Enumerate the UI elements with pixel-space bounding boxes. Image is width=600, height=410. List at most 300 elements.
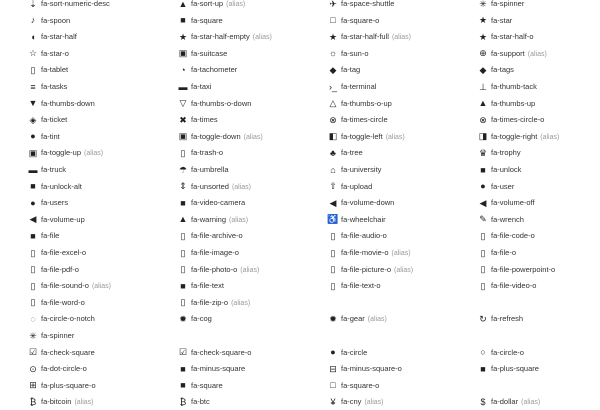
icon-class-name: fa-plus-square xyxy=(491,364,539,374)
unlock-alt-icon: ■ xyxy=(30,181,36,192)
icon-entry-thumbs-down[interactable] xyxy=(0,96,150,112)
icon-name-label xyxy=(491,0,524,12)
upload-icon: ⇧ xyxy=(329,181,337,192)
thumbs-up-icon: ▲ xyxy=(478,98,488,109)
video-camera-icon: ■ xyxy=(180,197,186,208)
alias-tag: (alias) xyxy=(231,183,252,191)
icon-entry-minus-square[interactable] xyxy=(150,361,300,377)
icon-entry-toggle-down[interactable] xyxy=(150,129,300,145)
check-square-icon: ☑ xyxy=(28,347,38,358)
icon-name-label xyxy=(491,46,547,62)
volume-up-icon: ◀ xyxy=(29,214,37,225)
file-picture-o-icon: ▯ xyxy=(330,264,336,275)
icon-name-label xyxy=(191,278,224,294)
icon-entry-truck[interactable] xyxy=(0,162,150,178)
thumbs-down-icon: ▼ xyxy=(28,98,38,109)
icon-entry-file-movie-o[interactable] xyxy=(300,245,450,261)
tint-icon: ● xyxy=(30,131,36,142)
icon-name-label xyxy=(191,129,263,145)
icon-class-name: fa-plus-square-o xyxy=(41,380,96,390)
icon-name-label xyxy=(191,212,248,228)
icon-name-label xyxy=(341,394,384,410)
icon-class-name: fa-square-o xyxy=(341,15,380,25)
icon-class-name: fa-tag xyxy=(341,65,361,75)
icon-name-label xyxy=(341,245,411,261)
circle-icon: ● xyxy=(330,347,336,358)
icon-name-label xyxy=(491,361,539,377)
icon-class-name: fa-circle-o-notch xyxy=(41,314,95,324)
icon-class-name: fa-video-camera xyxy=(191,198,246,208)
icon-entry-circle-o[interactable] xyxy=(450,345,600,361)
icon-entry-suitcase[interactable] xyxy=(150,46,300,62)
icon-class-name: fa-volume-off xyxy=(491,198,535,208)
icon-class-name: fa-check-square xyxy=(41,347,95,357)
file-image-o-icon: ▯ xyxy=(180,247,186,258)
icon-entry-wrench[interactable] xyxy=(450,212,600,228)
icon-entry-umbrella[interactable] xyxy=(150,162,300,178)
icon-name-label xyxy=(491,96,535,112)
icon-class-name: fa-file xyxy=(41,231,60,241)
icon-class-name: fa-file-word-o xyxy=(41,297,85,307)
icon-entry-refresh[interactable] xyxy=(450,311,600,327)
icon-entry-volume-off[interactable] xyxy=(450,195,600,211)
icon-entry-trash-o[interactable] xyxy=(150,145,300,161)
icon-class-name: fa-times-circle-o xyxy=(491,115,545,125)
icon-entry-file-powerpoint-o[interactable] xyxy=(450,262,600,278)
icon-entry-sort-up[interactable] xyxy=(150,0,300,12)
icon-entry-times[interactable] xyxy=(150,112,300,128)
minus-square-o-icon: ⊟ xyxy=(329,363,337,374)
icon-entry-plus-square[interactable] xyxy=(450,361,600,377)
icon-entry-volume-down[interactable] xyxy=(300,195,450,211)
icon-class-name: fa-tags xyxy=(491,65,514,75)
icon-name-label xyxy=(341,179,372,195)
icon-entry-circle[interactable] xyxy=(300,345,450,361)
unlock-icon: ■ xyxy=(480,164,486,175)
icon-entry-file-image-o[interactable] xyxy=(150,245,300,261)
icon-entry-spinner[interactable] xyxy=(450,0,600,12)
alias-tag: (alias) xyxy=(394,266,414,274)
alias-tag: (alias) xyxy=(229,216,249,224)
icon-entry-star-o[interactable] xyxy=(0,46,150,62)
icon-name-label xyxy=(491,179,514,195)
icon-entry-space-shuttle[interactable] xyxy=(300,0,450,12)
icon-class-name: fa-file-o xyxy=(491,248,517,257)
icon-entry-file-word-o[interactable] xyxy=(0,295,150,311)
icon-name-label xyxy=(491,112,544,128)
file-photo-o-icon: ▯ xyxy=(180,264,186,275)
file-excel-o-icon: ▯ xyxy=(30,247,36,258)
icon-class-name: fa-file-audio-o xyxy=(341,231,387,241)
btc-icon: ₿ xyxy=(179,396,187,407)
icon-name-label xyxy=(41,96,95,112)
icon-name-label xyxy=(341,195,394,211)
alias-tag: (alias) xyxy=(540,133,560,141)
icon-entry-toggle-right[interactable] xyxy=(450,129,600,145)
icon-class-name: fa-spoon xyxy=(41,15,71,25)
icon-entry-square-o[interactable] xyxy=(300,13,450,29)
users-icon: ● xyxy=(30,197,36,208)
icon-class-name: fa-file-zip-o xyxy=(191,297,229,307)
sort-up-icon: ▲ xyxy=(178,0,188,9)
icon-entry-ticket[interactable] xyxy=(0,112,150,128)
icon-entry-taxi[interactable] xyxy=(150,79,300,95)
icon-name-label xyxy=(41,228,59,244)
icon-name-label xyxy=(491,262,555,278)
icon-class-name: fa-sun-o xyxy=(341,48,369,58)
icon-class-name: fa-thumbs-up xyxy=(491,98,536,108)
icon-class-name: fa-thumbs-o-down xyxy=(191,98,252,108)
toggle-down-icon: ▣ xyxy=(178,131,188,142)
icon-entry-bitcoin[interactable] xyxy=(0,394,150,410)
icon-name-label xyxy=(191,46,227,62)
suitcase-icon: ▣ xyxy=(178,48,188,59)
spoon-icon: ♪ xyxy=(30,15,36,26)
icon-entry-tasks[interactable] xyxy=(0,79,150,95)
icon-name-label xyxy=(341,345,367,361)
icon-entry-tag[interactable] xyxy=(300,62,450,78)
icon-name-label xyxy=(491,145,521,161)
warning-icon: ▲ xyxy=(178,214,188,225)
icon-name-label xyxy=(41,295,85,311)
icon-entry-unsorted[interactable] xyxy=(150,179,300,195)
sort-numeric-desc-icon: ⇣ xyxy=(29,0,37,9)
icon-entry-square[interactable] xyxy=(150,378,300,394)
icon-name-label xyxy=(341,162,381,178)
circle-o-icon: ○ xyxy=(480,347,486,358)
file-movie-o-icon: ▯ xyxy=(330,247,336,258)
wheelchair-icon: ♿ xyxy=(327,214,339,225)
icon-name-label xyxy=(41,179,82,195)
icon-name-label xyxy=(491,228,535,244)
icon-name-label xyxy=(491,345,524,361)
icon-class-name: fa-circle-o xyxy=(491,347,524,357)
icon-entry-upload[interactable] xyxy=(300,179,450,195)
toggle-right-icon: ◨ xyxy=(478,131,488,142)
icon-entry-users[interactable] xyxy=(0,195,150,211)
icon-name-label xyxy=(191,378,223,394)
icon-class-name: fa-square xyxy=(191,380,223,390)
cny-icon: ¥ xyxy=(330,396,336,407)
icon-name-label xyxy=(341,311,387,327)
icon-name-label xyxy=(41,394,94,410)
icon-name-label xyxy=(491,62,514,78)
icon-class-name: fa-bitcoin xyxy=(41,397,72,407)
icon-entry-star[interactable] xyxy=(450,13,600,29)
icon-name-label xyxy=(41,129,60,145)
icon-entry-tree[interactable] xyxy=(300,145,450,161)
square-icon: ■ xyxy=(180,15,186,26)
refresh-icon: ↻ xyxy=(479,313,487,324)
icon-entry-cog[interactable] xyxy=(150,311,300,327)
icon-class-name: fa-minus-square xyxy=(191,364,246,374)
icon-class-name: fa-dollar xyxy=(491,397,519,407)
icon-name-label xyxy=(491,13,512,29)
star-half-empty-icon: ★ xyxy=(178,31,188,42)
icon-class-name: fa-file-text xyxy=(191,281,224,291)
icon-class-name: fa-thumb-tack xyxy=(491,82,537,91)
icon-class-name: fa-tree xyxy=(341,148,363,158)
icon-entry-file-video-o[interactable] xyxy=(450,278,600,294)
icon-name-label xyxy=(491,129,559,145)
icon-name-label xyxy=(341,46,369,62)
icon-entry-thumb-tack[interactable] xyxy=(450,79,600,95)
file-text-icon: ■ xyxy=(180,280,186,291)
alias-tag: (alias) xyxy=(74,399,94,407)
icon-name-label xyxy=(341,212,386,228)
icon-entry-thumbs-up[interactable] xyxy=(450,96,600,112)
icon-entry-file-pdf-o[interactable] xyxy=(0,262,150,278)
icon-entry-unlock[interactable] xyxy=(450,162,600,178)
icon-class-name: fa-cny xyxy=(341,397,362,407)
icon-name-label xyxy=(191,179,251,195)
tree-icon: ♣ xyxy=(330,147,336,158)
icon-name-label xyxy=(341,129,405,145)
icon-entry-support[interactable] xyxy=(450,46,600,62)
icon-entry-file-text-o[interactable] xyxy=(300,278,450,294)
star-icon: ★ xyxy=(478,15,488,26)
icon-name-label xyxy=(41,328,74,344)
alias-tag: (alias) xyxy=(385,133,405,141)
icon-class-name: fa-toggle-left xyxy=(341,131,383,141)
icon-name-label xyxy=(41,29,77,45)
icon-entry-file-photo-o[interactable] xyxy=(150,262,300,278)
icon-class-name: fa-gear xyxy=(341,314,365,324)
icon-entry-tags[interactable] xyxy=(450,62,600,78)
icon-entry-thumbs-o-down[interactable] xyxy=(150,96,300,112)
icon-class-name: fa-refresh xyxy=(491,314,524,324)
icon-entry-file-picture-o[interactable] xyxy=(300,262,450,278)
icon-entry-sun-o[interactable] xyxy=(300,46,450,62)
icon-name-label xyxy=(191,228,243,244)
icon-entry-star-half[interactable] xyxy=(0,29,150,45)
icon-entry-dollar[interactable] xyxy=(450,394,600,410)
icon-name-label xyxy=(341,62,360,78)
icon-class-name: fa-warning xyxy=(191,214,227,224)
icon-class-name: fa-star xyxy=(491,15,513,25)
icon-entry-video-camera[interactable] xyxy=(150,195,300,211)
icon-class-name: fa-thumbs-down xyxy=(41,98,95,108)
icon-name-label xyxy=(491,212,524,228)
icon-entry-file[interactable] xyxy=(0,228,150,244)
icon-class-name: fa-dot-circle-o xyxy=(41,364,87,374)
icon-class-name: fa-upload xyxy=(341,181,373,191)
icon-name-label xyxy=(491,195,535,211)
icon-entry-user[interactable] xyxy=(450,179,600,195)
icon-class-name: fa-toggle-up xyxy=(41,148,82,158)
icon-entry-trophy[interactable] xyxy=(450,145,600,161)
icon-entry-dot-circle-o[interactable] xyxy=(0,361,150,377)
wrench-icon: ✎ xyxy=(479,214,487,225)
icon-name-label xyxy=(191,245,239,261)
alias-tag: (alias) xyxy=(240,266,260,274)
icon-name-label xyxy=(41,145,103,161)
file-word-o-icon: ▯ xyxy=(30,297,36,308)
icon-class-name: fa-square xyxy=(191,15,223,25)
icon-class-name: fa-file-image-o xyxy=(191,248,239,257)
umbrella-icon: ☂ xyxy=(178,164,188,175)
file-video-o-icon: ▯ xyxy=(480,280,486,291)
icon-class-name: fa-unsorted xyxy=(191,181,229,191)
icon-entry-check-square-o[interactable] xyxy=(150,345,300,361)
icon-entry-btc[interactable] xyxy=(150,394,300,410)
icon-entry-spoon[interactable] xyxy=(0,13,150,29)
icon-entry-plus-square-o[interactable] xyxy=(0,378,150,394)
icon-class-name: fa-file-excel-o xyxy=(41,248,87,257)
icon-entry-file-excel-o[interactable] xyxy=(0,245,150,261)
icon-entry-unlock-alt[interactable] xyxy=(0,179,150,195)
icon-entry-file-sound-o[interactable] xyxy=(0,278,150,294)
times-circle-o-icon: ⊗ xyxy=(479,114,487,125)
icon-class-name: fa-file-pdf-o xyxy=(41,264,79,274)
thumbs-o-up-icon: △ xyxy=(329,98,337,109)
icon-class-name: fa-cog xyxy=(191,314,212,324)
icon-entry-toggle-left[interactable] xyxy=(300,129,450,145)
icon-entry-star-half-o[interactable] xyxy=(450,29,600,45)
icon-name-label xyxy=(341,112,388,128)
icon-name-label xyxy=(341,228,387,244)
icon-entry-tachometer[interactable] xyxy=(150,62,300,78)
alias-tag: (alias) xyxy=(243,133,263,141)
icon-entry-cny[interactable] xyxy=(300,394,450,410)
icon-name-label xyxy=(191,79,211,95)
thumb-tack-icon: ⊥ xyxy=(479,81,487,92)
icon-name-label xyxy=(341,262,413,278)
icon-class-name: fa-file-video-o xyxy=(491,281,537,291)
icon-class-name: fa-wrench xyxy=(491,214,524,224)
icon-class-name: fa-btc xyxy=(191,397,210,407)
university-icon: ⌂ xyxy=(330,164,336,175)
alias-tag: (alias) xyxy=(527,50,547,58)
file-archive-o-icon: ▯ xyxy=(180,230,186,241)
icon-entry-times-circle[interactable] xyxy=(300,112,450,128)
icon-class-name: fa-file-photo-o xyxy=(191,264,238,274)
icon-name-label xyxy=(191,96,251,112)
file-powerpoint-o-icon: ▯ xyxy=(480,264,486,275)
icon-name-label xyxy=(191,145,223,161)
icon-entry-sort-numeric-desc[interactable] xyxy=(0,0,150,12)
dollar-icon: $ xyxy=(480,396,486,407)
icon-class-name: fa-star-half-empty xyxy=(191,32,250,42)
volume-down-icon: ◀ xyxy=(329,197,337,208)
icon-entry-file-zip-o[interactable] xyxy=(150,295,300,311)
icon-entry-file-o[interactable] xyxy=(450,245,600,261)
icon-entry-check-square[interactable] xyxy=(0,345,150,361)
icon-name-label xyxy=(491,311,523,327)
icon-entry-spinner[interactable] xyxy=(0,328,150,344)
alias-tag: (alias) xyxy=(252,34,272,42)
tachometer-icon: ◔ xyxy=(180,64,186,75)
icon-class-name: fa-ticket xyxy=(41,115,68,125)
icon-name-label xyxy=(191,162,229,178)
icon-name-label xyxy=(41,278,111,294)
icon-entry-thumbs-o-up[interactable] xyxy=(300,96,450,112)
icon-entry-toggle-up[interactable] xyxy=(0,145,150,161)
icon-class-name: fa-file-archive-o xyxy=(191,231,243,241)
icon-entry-minus-square-o[interactable] xyxy=(300,361,450,377)
icon-class-name: fa-file-movie-o xyxy=(341,248,389,257)
alias-tag: (alias) xyxy=(521,399,541,407)
icon-entry-terminal[interactable] xyxy=(300,79,450,95)
icon-entry-file-audio-o[interactable] xyxy=(300,228,450,244)
times-icon: ✖ xyxy=(179,114,187,125)
support-icon: ⊕ xyxy=(479,48,487,59)
icon-name-label xyxy=(491,245,516,261)
bitcoin-icon: ₿ xyxy=(29,396,37,407)
icon-class-name: fa-tablet xyxy=(41,65,69,75)
file-o-icon: ▯ xyxy=(480,247,486,258)
toggle-up-icon: ▣ xyxy=(28,147,38,158)
icon-entry-file-text[interactable] xyxy=(150,278,300,294)
spinner-icon: ✳ xyxy=(479,0,487,9)
icon-entry-tablet[interactable] xyxy=(0,62,150,78)
icon-class-name: fa-times xyxy=(191,115,218,125)
icon-class-name: fa-taxi xyxy=(191,82,212,91)
icon-class-name: fa-tasks xyxy=(41,82,68,91)
icon-name-label xyxy=(41,162,66,178)
icon-entry-file-code-o[interactable] xyxy=(450,228,600,244)
times-circle-icon: ⊗ xyxy=(329,114,337,125)
icon-class-name: fa-terminal xyxy=(341,82,377,91)
terminal-icon: ›_ xyxy=(328,81,337,92)
icon-name-label xyxy=(341,29,411,45)
icon-name-label xyxy=(41,311,95,327)
icon-class-name: fa-university xyxy=(341,165,382,174)
icon-entry-tint[interactable] xyxy=(0,129,150,145)
icon-class-name: fa-unlock xyxy=(491,165,522,174)
icon-name-label xyxy=(191,394,210,410)
icon-entry-university[interactable] xyxy=(300,162,450,178)
circle-o-notch-icon: ◌ xyxy=(30,313,36,324)
icon-entry-gear[interactable] xyxy=(300,311,450,327)
taxi-icon: ▬ xyxy=(178,81,188,92)
file-code-o-icon: ▯ xyxy=(480,230,486,241)
icon-entry-square-o[interactable] xyxy=(300,378,450,394)
icon-class-name: fa-toggle-down xyxy=(191,131,241,141)
icon-class-name: fa-square-o xyxy=(341,380,380,390)
icon-name-label xyxy=(41,245,86,261)
icon-entry-warning[interactable] xyxy=(150,212,300,228)
icon-entry-wheelchair[interactable] xyxy=(300,212,450,228)
icon-entry-circle-o-notch[interactable] xyxy=(0,311,150,327)
icon-name-label xyxy=(41,195,68,211)
icon-entry-times-circle-o[interactable] xyxy=(450,112,600,128)
alias-tag: (alias) xyxy=(391,34,411,42)
icon-name-label xyxy=(341,13,379,29)
spinner-icon: ✳ xyxy=(29,330,37,341)
icon-class-name: fa-sort-numeric-desc xyxy=(41,0,110,8)
icon-name-label xyxy=(191,13,223,29)
star-half-o-icon: ★ xyxy=(478,31,488,42)
plus-square-o-icon: ⊞ xyxy=(29,380,37,391)
star-half-full-icon: ★ xyxy=(328,31,338,42)
icon-name-label xyxy=(341,96,392,112)
icon-entry-square[interactable] xyxy=(150,13,300,29)
icon-entry-star-half-empty[interactable] xyxy=(150,29,300,45)
icon-class-name: fa-file-picture-o xyxy=(341,264,392,274)
icon-name-label xyxy=(41,112,67,128)
file-sound-o-icon: ▯ xyxy=(30,280,36,291)
icon-name-label xyxy=(41,378,96,394)
alias-tag: (alias) xyxy=(364,399,384,407)
icon-entry-volume-up[interactable] xyxy=(0,212,150,228)
icon-entry-file-archive-o[interactable] xyxy=(150,228,300,244)
icon-name-label xyxy=(491,162,521,178)
icon-class-name: fa-tint xyxy=(41,131,60,141)
icon-class-name: fa-file-sound-o xyxy=(41,281,89,291)
icon-entry-star-half-full[interactable] xyxy=(300,29,450,45)
icon-name-label xyxy=(491,79,537,95)
